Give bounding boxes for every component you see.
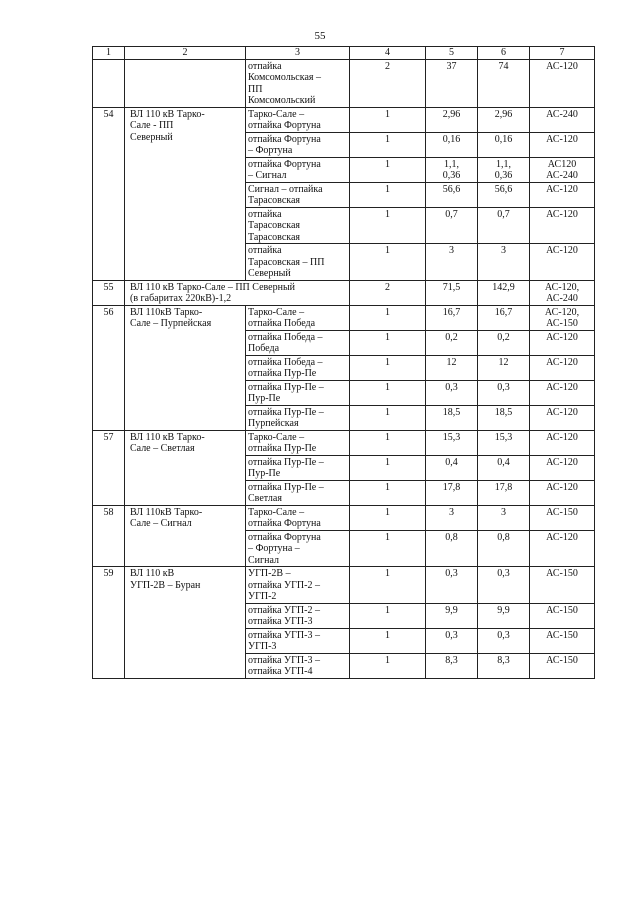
row-number: 57 xyxy=(93,430,125,505)
wire-type: АС-120 xyxy=(530,59,595,107)
total-length: 9,9 xyxy=(478,603,530,628)
total-length: 15,3 xyxy=(478,430,530,455)
wire-type: АС-120 xyxy=(530,430,595,455)
power-lines-table xyxy=(92,46,595,679)
section-name: отпайка Тарасовская – ПП Северный xyxy=(246,244,350,281)
circuit-count: 1 xyxy=(350,380,426,405)
wire-type: АС-150 xyxy=(530,653,595,678)
total-length: 56,6 xyxy=(478,182,530,207)
table-body xyxy=(93,47,595,679)
section-name: отпайка Комсомольская – ПП Комсомольский xyxy=(246,59,350,107)
header-cell: 1 xyxy=(93,47,125,60)
wire-type: АС-120 xyxy=(530,132,595,157)
circuit-count: 1 xyxy=(350,132,426,157)
section-length: 3 xyxy=(426,505,478,530)
line-name: ВЛ 110кВ Тарко- Сале – Сигнал xyxy=(125,505,246,567)
circuit-count: 1 xyxy=(350,530,426,567)
section-name: отпайка Тарасовская Тарасовская xyxy=(246,207,350,244)
line-name: ВЛ 110кВ Тарко- Сале – Пурпейская xyxy=(125,305,246,430)
section-length: 17,8 xyxy=(426,480,478,505)
section-length: 1,1, 0,36 xyxy=(426,157,478,182)
section-name: отпайка Фортуна – Фортуна – Сигнал xyxy=(246,530,350,567)
section-length: 16,7 xyxy=(426,305,478,330)
header-cell: 2 xyxy=(125,47,246,60)
circuit-count: 1 xyxy=(350,157,426,182)
total-length: 1,1, 0,36 xyxy=(478,157,530,182)
total-length: 18,5 xyxy=(478,405,530,430)
section-length: 56,6 xyxy=(426,182,478,207)
total-length: 0,4 xyxy=(478,455,530,480)
section-length: 18,5 xyxy=(426,405,478,430)
section-name: отпайка Пур-Пе – Пур-Пе xyxy=(246,455,350,480)
total-length: 0,3 xyxy=(478,628,530,653)
section-name: отпайка Победа – отпайка Пур-Пе xyxy=(246,355,350,380)
table-header-row xyxy=(93,47,595,60)
section-name: Тарко-Сале – отпайка Фортуна xyxy=(246,505,350,530)
section-name: Тарко-Сале – отпайка Победа xyxy=(246,305,350,330)
table-row xyxy=(93,567,595,604)
wire-type: АС-120 xyxy=(530,355,595,380)
total-length: 16,7 xyxy=(478,305,530,330)
section-length: 0,4 xyxy=(426,455,478,480)
section-length: 0,2 xyxy=(426,330,478,355)
section-name: отпайка Фортуна – Фортуна xyxy=(246,132,350,157)
wire-type: АС-120 xyxy=(530,480,595,505)
row-number xyxy=(93,59,125,107)
row-number: 54 xyxy=(93,107,125,280)
section-name: отпайка УГП-2 – отпайка УГП-3 xyxy=(246,603,350,628)
page-number: 55 xyxy=(314,30,326,42)
wire-type: АС-120 xyxy=(530,244,595,281)
section-name: отпайка Пур-Пе – Пур-Пе xyxy=(246,380,350,405)
wire-type: АС-120 xyxy=(530,330,595,355)
section-length: 71,5 xyxy=(426,280,478,305)
wire-type: АС-120 xyxy=(530,455,595,480)
header-cell: 6 xyxy=(478,47,530,60)
table-row xyxy=(93,280,595,305)
section-length: 2,96 xyxy=(426,107,478,132)
section-length: 0,3 xyxy=(426,628,478,653)
section-name: отпайка УГП-3 – УГП-3 xyxy=(246,628,350,653)
row-number: 58 xyxy=(93,505,125,567)
section-length: 0,7 xyxy=(426,207,478,244)
total-length: 74 xyxy=(478,59,530,107)
circuit-count: 1 xyxy=(350,567,426,604)
total-length: 0,8 xyxy=(478,530,530,567)
section-length: 0,3 xyxy=(426,567,478,604)
circuit-count: 2 xyxy=(350,280,426,305)
circuit-count: 1 xyxy=(350,628,426,653)
wire-type: АС-120 xyxy=(530,182,595,207)
circuit-count: 1 xyxy=(350,480,426,505)
total-length: 8,3 xyxy=(478,653,530,678)
section-name: отпайка Пур-Пе – Пурпейская xyxy=(246,405,350,430)
table-row xyxy=(93,505,595,530)
circuit-count: 2 xyxy=(350,59,426,107)
wire-type: АС120 АС-240 xyxy=(530,157,595,182)
circuit-count: 1 xyxy=(350,405,426,430)
header-cell: 3 xyxy=(246,47,350,60)
wire-type: АС-120 xyxy=(530,380,595,405)
section-name: Тарко-Сале – отпайка Фортуна xyxy=(246,107,350,132)
wire-type: АС-120, АС-150 xyxy=(530,305,595,330)
wire-type: АС-120 xyxy=(530,530,595,567)
total-length: 3 xyxy=(478,244,530,281)
wire-type: АС-150 xyxy=(530,628,595,653)
circuit-count: 1 xyxy=(350,305,426,330)
section-name: отпайка Победа – Победа xyxy=(246,330,350,355)
wire-type: АС-120 xyxy=(530,207,595,244)
section-name: УГП-2В – отпайка УГП-2 – УГП-2 xyxy=(246,567,350,604)
section-name: Тарко-Сале – отпайка Пур-Пе xyxy=(246,430,350,455)
wire-type: АС-150 xyxy=(530,603,595,628)
line-name: ВЛ 110 кВ Тарко-Сале – ПП Северный (в габаритах 220кВ)-1,2 xyxy=(125,280,350,305)
total-length: 142,9 xyxy=(478,280,530,305)
total-length: 0,7 xyxy=(478,207,530,244)
section-name: Сигнал – отпайка Тарасовская xyxy=(246,182,350,207)
circuit-count: 1 xyxy=(350,355,426,380)
section-name: отпайка Пур-Пе – Светлая xyxy=(246,480,350,505)
line-name: ВЛ 110 кВ Тарко- Сале - ПП Северный xyxy=(125,107,246,280)
section-length: 37 xyxy=(426,59,478,107)
section-length: 0,8 xyxy=(426,530,478,567)
circuit-count: 1 xyxy=(350,182,426,207)
section-length: 0,16 xyxy=(426,132,478,157)
wire-type: АС-150 xyxy=(530,505,595,530)
section-length: 12 xyxy=(426,355,478,380)
line-name: ВЛ 110 кВ УГП-2В – Буран xyxy=(125,567,246,679)
total-length: 0,3 xyxy=(478,567,530,604)
table-row xyxy=(93,59,595,107)
total-length: 12 xyxy=(478,355,530,380)
section-length: 15,3 xyxy=(426,430,478,455)
wire-type: АС-120, АС-240 xyxy=(530,280,595,305)
row-number: 56 xyxy=(93,305,125,430)
circuit-count: 1 xyxy=(350,107,426,132)
table-row xyxy=(93,107,595,132)
section-name: отпайка УГП-3 – отпайка УГП-4 xyxy=(246,653,350,678)
circuit-count: 1 xyxy=(350,505,426,530)
circuit-count: 1 xyxy=(350,244,426,281)
circuit-count: 1 xyxy=(350,330,426,355)
circuit-count: 1 xyxy=(350,430,426,455)
section-length: 3 xyxy=(426,244,478,281)
table-row xyxy=(93,305,595,330)
total-length: 0,2 xyxy=(478,330,530,355)
total-length: 17,8 xyxy=(478,480,530,505)
total-length: 2,96 xyxy=(478,107,530,132)
wire-type: АС-120 xyxy=(530,405,595,430)
total-length: 3 xyxy=(478,505,530,530)
wire-type: АС-240 xyxy=(530,107,595,132)
section-length: 9,9 xyxy=(426,603,478,628)
total-length: 0,3 xyxy=(478,380,530,405)
section-name: отпайка Фортуна – Сигнал xyxy=(246,157,350,182)
circuit-count: 1 xyxy=(350,207,426,244)
circuit-count: 1 xyxy=(350,603,426,628)
header-cell: 5 xyxy=(426,47,478,60)
wire-type: АС-150 xyxy=(530,567,595,604)
section-length: 8,3 xyxy=(426,653,478,678)
circuit-count: 1 xyxy=(350,653,426,678)
line-name: ВЛ 110 кВ Тарко- Сале – Светлая xyxy=(125,430,246,505)
line-name xyxy=(125,59,246,107)
row-number: 55 xyxy=(93,280,125,305)
section-length: 0,3 xyxy=(426,380,478,405)
header-cell: 7 xyxy=(530,47,595,60)
table-row xyxy=(93,430,595,455)
row-number: 59 xyxy=(93,567,125,679)
header-cell: 4 xyxy=(350,47,426,60)
total-length: 0,16 xyxy=(478,132,530,157)
circuit-count: 1 xyxy=(350,455,426,480)
